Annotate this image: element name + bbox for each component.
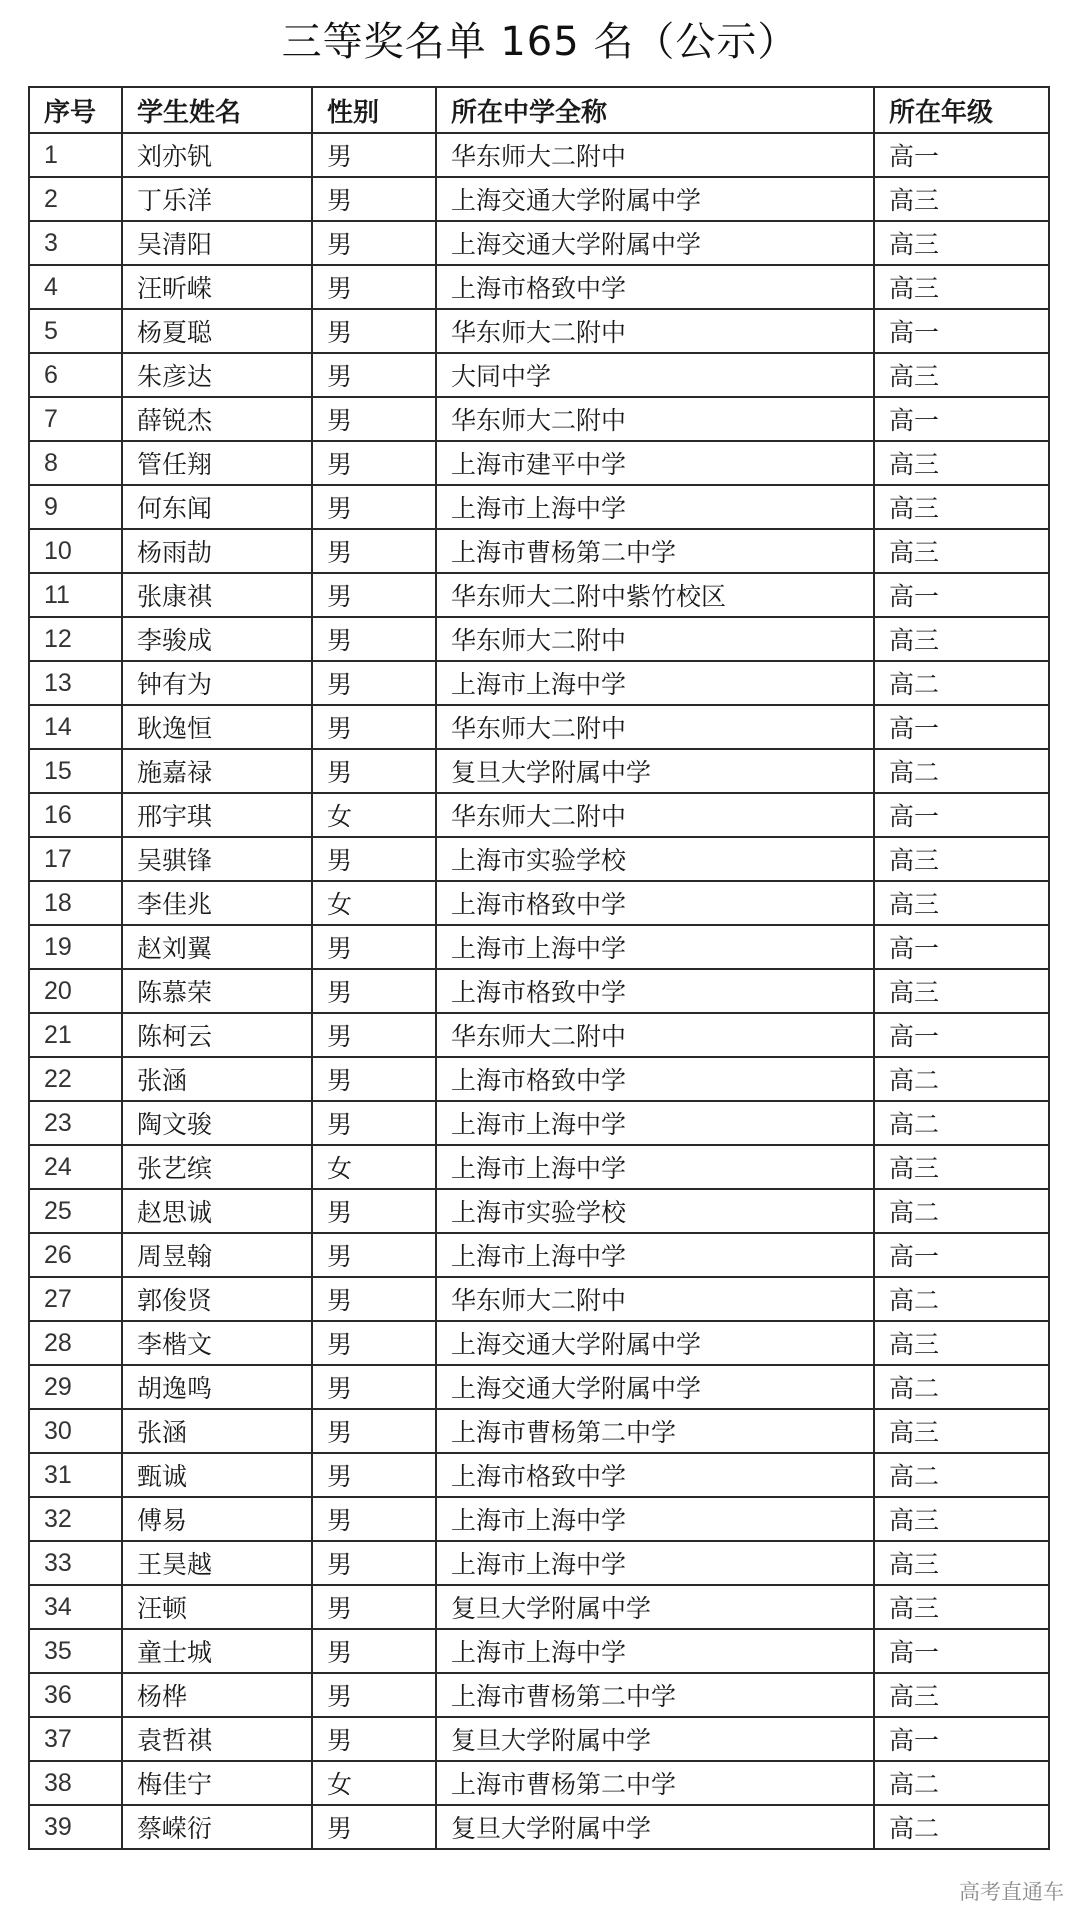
cell-grade: 高三: [874, 485, 1049, 529]
cell-seq: 1: [29, 133, 122, 177]
cell-gender: 男: [312, 485, 436, 529]
cell-seq: 22: [29, 1057, 122, 1101]
cell-school: 上海市上海中学: [436, 1101, 874, 1145]
cell-seq: 26: [29, 1233, 122, 1277]
header-school: 所在中学全称: [436, 87, 874, 133]
cell-name: 何东闻: [122, 485, 312, 529]
cell-school: 上海交通大学附属中学: [436, 1365, 874, 1409]
cell-seq: 8: [29, 441, 122, 485]
cell-gender: 男: [312, 133, 436, 177]
cell-gender: 男: [312, 573, 436, 617]
table-header-row: [29, 87, 1049, 133]
cell-gender: 男: [312, 1057, 436, 1101]
cell-name: 耿逸恒: [122, 705, 312, 749]
cell-grade: 高一: [874, 133, 1049, 177]
cell-gender: 男: [312, 661, 436, 705]
cell-gender: 男: [312, 1453, 436, 1497]
table-row: [29, 1233, 1049, 1277]
cell-school: 华东师大二附中: [436, 617, 874, 661]
cell-grade: 高三: [874, 1673, 1049, 1717]
cell-grade: 高一: [874, 1233, 1049, 1277]
cell-school: 上海市上海中学: [436, 1145, 874, 1189]
table-row: [29, 1277, 1049, 1321]
cell-name: 吴骐锋: [122, 837, 312, 881]
table-row: [29, 1761, 1049, 1805]
cell-school: 大同中学: [436, 353, 874, 397]
cell-school: 上海市上海中学: [436, 661, 874, 705]
cell-name: 杨夏聪: [122, 309, 312, 353]
cell-grade: 高一: [874, 1717, 1049, 1761]
cell-name: 钟有为: [122, 661, 312, 705]
cell-seq: 6: [29, 353, 122, 397]
cell-seq: 38: [29, 1761, 122, 1805]
cell-name: 赵刘翼: [122, 925, 312, 969]
cell-seq: 31: [29, 1453, 122, 1497]
table-row: [29, 1145, 1049, 1189]
cell-name: 杨雨劼: [122, 529, 312, 573]
page-title: 三等奖名单 165 名（公示）: [281, 19, 799, 65]
cell-school: 华东师大二附中: [436, 309, 874, 353]
cell-seq: 32: [29, 1497, 122, 1541]
cell-school: 上海市建平中学: [436, 441, 874, 485]
cell-school: 华东师大二附中: [436, 1277, 874, 1321]
table-row: [29, 309, 1049, 353]
cell-school: 上海市上海中学: [436, 1629, 874, 1673]
cell-school: 上海市曹杨第二中学: [436, 1409, 874, 1453]
cell-gender: 男: [312, 265, 436, 309]
cell-seq: 34: [29, 1585, 122, 1629]
cell-grade: 高三: [874, 1409, 1049, 1453]
cell-gender: 男: [312, 441, 436, 485]
cell-name: 张涵: [122, 1409, 312, 1453]
cell-school: 上海市曹杨第二中学: [436, 1761, 874, 1805]
table-row: [29, 1717, 1049, 1761]
cell-grade: 高二: [874, 1277, 1049, 1321]
cell-grade: 高一: [874, 793, 1049, 837]
cell-seq: 35: [29, 1629, 122, 1673]
cell-gender: 男: [312, 353, 436, 397]
cell-gender: 男: [312, 1497, 436, 1541]
cell-gender: 男: [312, 397, 436, 441]
cell-name: 陶文骏: [122, 1101, 312, 1145]
cell-gender: 男: [312, 1717, 436, 1761]
cell-name: 吴清阳: [122, 221, 312, 265]
cell-grade: 高三: [874, 1321, 1049, 1365]
cell-gender: 男: [312, 1365, 436, 1409]
header-name: 学生姓名: [122, 87, 312, 133]
cell-gender: 男: [312, 705, 436, 749]
cell-grade: 高一: [874, 705, 1049, 749]
cell-gender: 男: [312, 1673, 436, 1717]
cell-school: 华东师大二附中: [436, 705, 874, 749]
cell-name: 杨桦: [122, 1673, 312, 1717]
cell-name: 甄诚: [122, 1453, 312, 1497]
cell-seq: 18: [29, 881, 122, 925]
table-row: [29, 1805, 1049, 1849]
cell-name: 周昱翰: [122, 1233, 312, 1277]
cell-gender: 男: [312, 1629, 436, 1673]
table-row: [29, 1409, 1049, 1453]
cell-seq: 3: [29, 221, 122, 265]
cell-seq: 29: [29, 1365, 122, 1409]
table-row: [29, 353, 1049, 397]
cell-seq: 19: [29, 925, 122, 969]
cell-gender: 男: [312, 1805, 436, 1849]
cell-grade: 高二: [874, 661, 1049, 705]
cell-gender: 女: [312, 1761, 436, 1805]
header-gender: 性别: [312, 87, 436, 133]
cell-grade: 高三: [874, 1497, 1049, 1541]
cell-seq: 14: [29, 705, 122, 749]
cell-seq: 24: [29, 1145, 122, 1189]
table-body: [29, 133, 1049, 1849]
table-row: [29, 705, 1049, 749]
cell-seq: 39: [29, 1805, 122, 1849]
table-row: [29, 485, 1049, 529]
cell-name: 童士城: [122, 1629, 312, 1673]
cell-name: 赵思诚: [122, 1189, 312, 1233]
table-row: [29, 1189, 1049, 1233]
cell-gender: 男: [312, 1585, 436, 1629]
cell-school: 复旦大学附属中学: [436, 1717, 874, 1761]
cell-school: 上海市上海中学: [436, 1541, 874, 1585]
cell-seq: 7: [29, 397, 122, 441]
table-row: [29, 1629, 1049, 1673]
cell-school: 复旦大学附属中学: [436, 1585, 874, 1629]
cell-gender: 男: [312, 177, 436, 221]
cell-seq: 33: [29, 1541, 122, 1585]
cell-name: 薛锐杰: [122, 397, 312, 441]
cell-seq: 25: [29, 1189, 122, 1233]
cell-gender: 女: [312, 793, 436, 837]
cell-gender: 男: [312, 1277, 436, 1321]
cell-seq: 15: [29, 749, 122, 793]
cell-gender: 男: [312, 1233, 436, 1277]
cell-grade: 高二: [874, 1057, 1049, 1101]
cell-name: 李楷文: [122, 1321, 312, 1365]
table-row: [29, 617, 1049, 661]
table-row: [29, 1497, 1049, 1541]
cell-seq: 30: [29, 1409, 122, 1453]
cell-grade: 高三: [874, 265, 1049, 309]
cell-grade: 高三: [874, 1541, 1049, 1585]
table-row: [29, 573, 1049, 617]
cell-grade: 高三: [874, 177, 1049, 221]
cell-name: 汪昕嵘: [122, 265, 312, 309]
cell-school: 上海市格致中学: [436, 881, 874, 925]
cell-school: 上海交通大学附属中学: [436, 177, 874, 221]
cell-grade: 高三: [874, 969, 1049, 1013]
table-row: [29, 1585, 1049, 1629]
table-row: [29, 1057, 1049, 1101]
cell-grade: 高二: [874, 1805, 1049, 1849]
cell-school: 上海市曹杨第二中学: [436, 1673, 874, 1717]
cell-gender: 男: [312, 221, 436, 265]
cell-school: 上海市上海中学: [436, 1233, 874, 1277]
cell-seq: 10: [29, 529, 122, 573]
cell-grade: 高三: [874, 529, 1049, 573]
cell-grade: 高一: [874, 1013, 1049, 1057]
cell-grade: 高二: [874, 1365, 1049, 1409]
table-row: [29, 1321, 1049, 1365]
cell-seq: 20: [29, 969, 122, 1013]
cell-gender: 男: [312, 1101, 436, 1145]
cell-grade: 高三: [874, 1145, 1049, 1189]
cell-gender: 男: [312, 617, 436, 661]
cell-grade: 高二: [874, 1189, 1049, 1233]
cell-name: 管任翔: [122, 441, 312, 485]
header-grade: 所在年级: [874, 87, 1049, 133]
cell-school: 上海市上海中学: [436, 925, 874, 969]
cell-gender: 女: [312, 1145, 436, 1189]
table-row: [29, 133, 1049, 177]
cell-name: 邢宇琪: [122, 793, 312, 837]
cell-seq: 11: [29, 573, 122, 617]
cell-gender: 男: [312, 529, 436, 573]
cell-name: 张康祺: [122, 573, 312, 617]
cell-grade: 高三: [874, 221, 1049, 265]
cell-school: 上海市格致中学: [436, 265, 874, 309]
cell-school: 华东师大二附中: [436, 1013, 874, 1057]
table-row: [29, 1101, 1049, 1145]
cell-name: 郭俊贤: [122, 1277, 312, 1321]
table-row: [29, 793, 1049, 837]
cell-grade: 高三: [874, 441, 1049, 485]
cell-grade: 高一: [874, 1629, 1049, 1673]
cell-seq: 13: [29, 661, 122, 705]
cell-seq: 12: [29, 617, 122, 661]
cell-school: 复旦大学附属中学: [436, 749, 874, 793]
cell-school: 上海市实验学校: [436, 837, 874, 881]
cell-gender: 男: [312, 1409, 436, 1453]
cell-grade: 高一: [874, 573, 1049, 617]
cell-grade: 高一: [874, 397, 1049, 441]
table-row: [29, 749, 1049, 793]
cell-school: 华东师大二附中: [436, 793, 874, 837]
table-row: [29, 265, 1049, 309]
cell-grade: 高三: [874, 1585, 1049, 1629]
cell-school: 上海市格致中学: [436, 1057, 874, 1101]
cell-gender: 男: [312, 1013, 436, 1057]
cell-name: 刘亦钒: [122, 133, 312, 177]
table-row: [29, 661, 1049, 705]
cell-name: 李佳兆: [122, 881, 312, 925]
cell-school: 上海市上海中学: [436, 1497, 874, 1541]
cell-seq: 5: [29, 309, 122, 353]
cell-name: 蔡嵘衍: [122, 1805, 312, 1849]
header-seq: 序号: [29, 87, 122, 133]
cell-gender: 男: [312, 837, 436, 881]
cell-seq: 36: [29, 1673, 122, 1717]
cell-name: 胡逸鸣: [122, 1365, 312, 1409]
cell-name: 袁哲祺: [122, 1717, 312, 1761]
cell-grade: 高三: [874, 353, 1049, 397]
cell-seq: 9: [29, 485, 122, 529]
cell-name: 张涵: [122, 1057, 312, 1101]
table-row: [29, 837, 1049, 881]
table-row: [29, 1453, 1049, 1497]
table-row: [29, 441, 1049, 485]
table-row: [29, 1365, 1049, 1409]
table-row: [29, 177, 1049, 221]
cell-name: 王昊越: [122, 1541, 312, 1585]
cell-name: 陈慕荣: [122, 969, 312, 1013]
cell-grade: 高一: [874, 309, 1049, 353]
cell-school: 华东师大二附中: [436, 133, 874, 177]
cell-name: 汪顿: [122, 1585, 312, 1629]
cell-seq: 23: [29, 1101, 122, 1145]
cell-name: 张艺缤: [122, 1145, 312, 1189]
cell-grade: 高三: [874, 837, 1049, 881]
table-row: [29, 1673, 1049, 1717]
cell-name: 傅易: [122, 1497, 312, 1541]
cell-grade: 高二: [874, 1101, 1049, 1145]
cell-school: 上海市格致中学: [436, 969, 874, 1013]
cell-school: 上海交通大学附属中学: [436, 221, 874, 265]
cell-school: 上海市曹杨第二中学: [436, 529, 874, 573]
cell-seq: 16: [29, 793, 122, 837]
cell-school: 上海市上海中学: [436, 485, 874, 529]
cell-gender: 男: [312, 925, 436, 969]
cell-school: 华东师大二附中: [436, 397, 874, 441]
cell-seq: 27: [29, 1277, 122, 1321]
cell-name: 丁乐洋: [122, 177, 312, 221]
cell-school: 上海交通大学附属中学: [436, 1321, 874, 1365]
table-row: [29, 529, 1049, 573]
cell-seq: 28: [29, 1321, 122, 1365]
cell-school: 上海市实验学校: [436, 1189, 874, 1233]
cell-school: 华东师大二附中紫竹校区: [436, 573, 874, 617]
award-roster-table: [28, 86, 1050, 1850]
cell-grade: 高一: [874, 925, 1049, 969]
cell-grade: 高二: [874, 1761, 1049, 1805]
table-row: [29, 221, 1049, 265]
table-row: [29, 1013, 1049, 1057]
table-row: [29, 881, 1049, 925]
cell-name: 梅佳宁: [122, 1761, 312, 1805]
cell-gender: 男: [312, 1541, 436, 1585]
cell-seq: 17: [29, 837, 122, 881]
table-row: [29, 397, 1049, 441]
cell-seq: 2: [29, 177, 122, 221]
cell-gender: 男: [312, 1189, 436, 1233]
cell-name: 施嘉禄: [122, 749, 312, 793]
cell-seq: 4: [29, 265, 122, 309]
cell-name: 李骏成: [122, 617, 312, 661]
cell-grade: 高二: [874, 1453, 1049, 1497]
cell-gender: 女: [312, 881, 436, 925]
table-row: [29, 1541, 1049, 1585]
cell-gender: 男: [312, 749, 436, 793]
cell-gender: 男: [312, 309, 436, 353]
table-row: [29, 925, 1049, 969]
cell-name: 朱彦达: [122, 353, 312, 397]
cell-gender: 男: [312, 969, 436, 1013]
watermark: 高考直通车: [959, 1880, 1064, 1904]
cell-seq: 37: [29, 1717, 122, 1761]
cell-seq: 21: [29, 1013, 122, 1057]
cell-school: 复旦大学附属中学: [436, 1805, 874, 1849]
cell-gender: 男: [312, 1321, 436, 1365]
cell-grade: 高二: [874, 749, 1049, 793]
table-row: [29, 969, 1049, 1013]
cell-grade: 高三: [874, 881, 1049, 925]
cell-school: 上海市格致中学: [436, 1453, 874, 1497]
cell-grade: 高三: [874, 617, 1049, 661]
cell-name: 陈柯云: [122, 1013, 312, 1057]
